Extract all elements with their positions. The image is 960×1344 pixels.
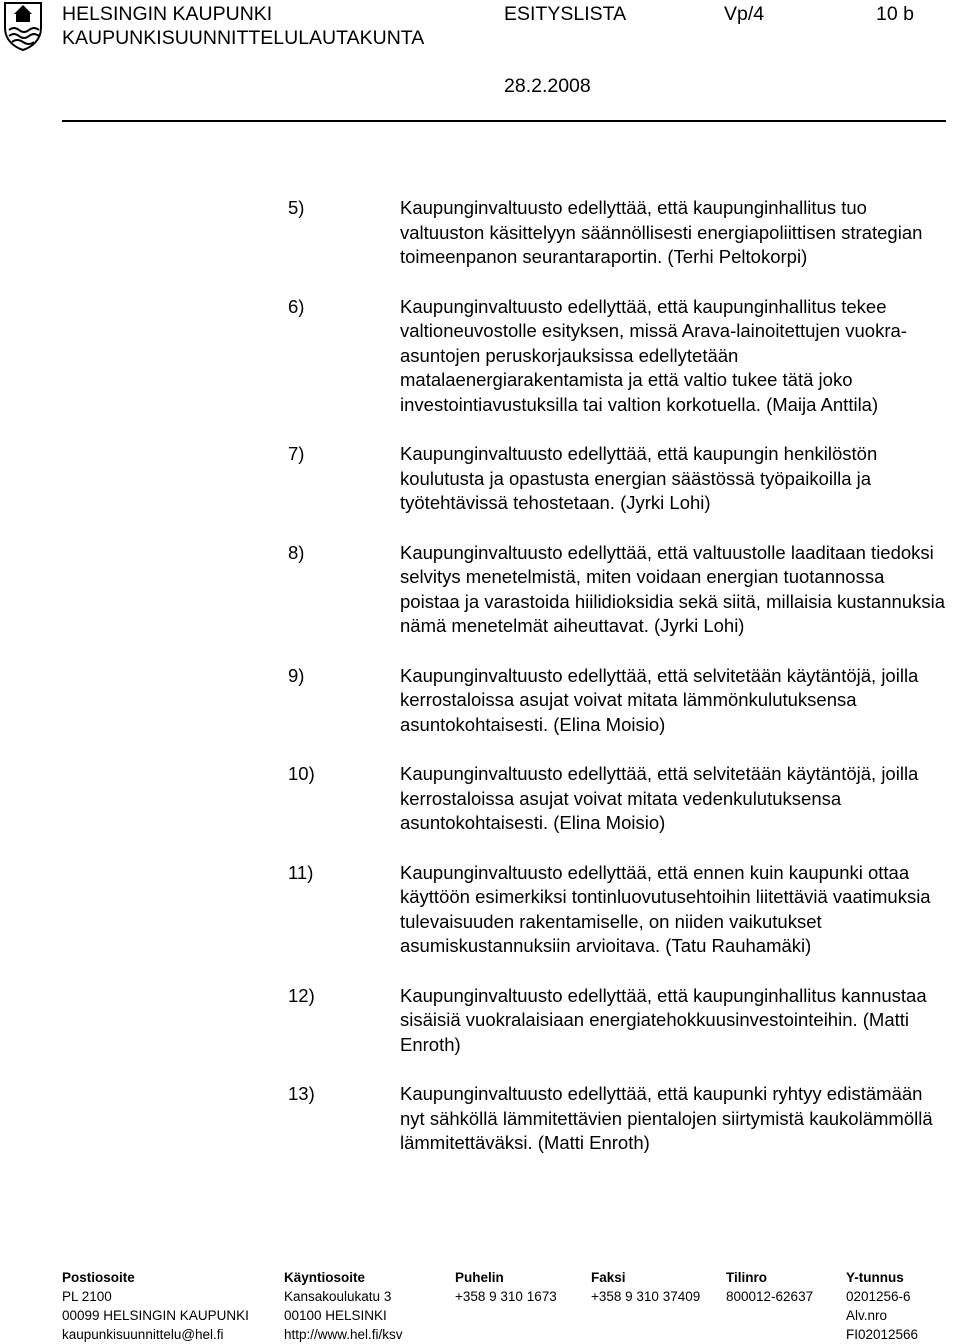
- list-item: [288, 295, 948, 418]
- footer-heading: Käyntiosoite: [284, 1270, 366, 1285]
- motion-list: [288, 196, 948, 1181]
- footer-visiting-address: [284, 1268, 403, 1344]
- item-number: 8): [288, 541, 305, 563]
- footer-line: 00099 HELSINGIN KAUPUNKI: [62, 1308, 249, 1323]
- footer-line: 00100 HELSINKI: [284, 1308, 387, 1323]
- list-item: [288, 762, 948, 836]
- item-number: 13): [288, 1083, 315, 1104]
- list-item: [288, 664, 948, 738]
- document-type: ESITYSLISTA: [504, 3, 627, 25]
- item-number: 11): [288, 861, 314, 883]
- footer-phone: [455, 1268, 557, 1306]
- footer-business-id: [846, 1268, 918, 1344]
- footer-line: 800012-62637: [726, 1289, 814, 1304]
- list-item: [288, 861, 948, 959]
- email-link[interactable]: kaupunkisuunnittelu@hel.fi: [62, 1327, 224, 1342]
- helsinki-crest-icon: [2, 0, 44, 52]
- item-text: Kaupunginvaltuusto edellyttää, että kaupunginhallitus tekee valtioneuvostolle esityksen, missä Arava-lainoitettujen vuokra-asuntojen peruskorjauksissa edellytetään matalaenergiarakentamista ja että valtio tukee tätä joko investointiavustuksilla tai valtion korkotuella. (Maija Anttila): [400, 295, 907, 415]
- item-number: 5): [288, 197, 305, 218]
- board-name: KAUPUNKISUUNNITTELULAUTAKUNTA: [62, 27, 425, 49]
- item-text: Kaupunginvaltuusto edellyttää, että valtuustolle laaditaan tiedoksi selvitys menetelmistä, miten voidaan energian tuotannossa poistaa ja varastoida hiilidioksidia sekä siitä, millaisia kustannuksia nämä menetelmät aiheuttavat. (Jyrki Lohi): [400, 541, 945, 636]
- item-number: 6): [288, 295, 305, 317]
- footer-postal-address: [62, 1268, 249, 1344]
- page-reference: Vp/4: [724, 3, 765, 25]
- footer-line: PL 2100: [62, 1289, 112, 1304]
- footer-line: +358 9 310 37409: [591, 1289, 701, 1304]
- list-item: [288, 1082, 948, 1156]
- footer-heading: Tilinro: [726, 1270, 768, 1285]
- item-text: Kaupunginvaltuusto edellyttää, että kaupungin henkilöstön koulutusta ja opastusta energian säästössä työpaikoilla ja työtehtävissä tehostetaan. (Jyrki Lohi): [400, 443, 878, 513]
- footer-heading: Y-tunnus: [846, 1270, 904, 1285]
- item-number: 10 b: [876, 3, 914, 25]
- item-text: Kaupunginvaltuusto edellyttää, että kaupunginhallitus tuo valtuuston käsittelyyn säännöllisesti energiapoliittisen strategian toimeenpanon seurantaraportin. (Terhi Peltokorpi): [400, 197, 923, 267]
- footer-line: Alv.nro: [846, 1308, 888, 1323]
- header-divider: [62, 120, 946, 122]
- list-item: [288, 984, 948, 1058]
- footer-account: [726, 1268, 813, 1306]
- footer-line: FI02012566: [846, 1327, 919, 1342]
- list-item: [288, 196, 948, 270]
- list-item: [288, 541, 948, 639]
- item-text: Kaupunginvaltuusto edellyttää, että ennen kuin kaupunki ottaa käyttöön esimerkiksi tontinluovutusehtoihin liitettäviä vaatimuksia tulevaisuuden rakentamiselle, on niiden vaikutukset asumiskustannuksiin arvioitava. (Tatu Rauhamäki): [400, 861, 931, 956]
- footer-line: 0201256-6: [846, 1289, 911, 1304]
- website-link[interactable]: http://www.hel.fi/ksv: [284, 1327, 403, 1342]
- footer-heading: Puhelin: [455, 1270, 504, 1285]
- item-number: 9): [288, 664, 305, 686]
- item-number: 7): [288, 443, 305, 464]
- list-item: [288, 442, 948, 516]
- footer-fax: [591, 1268, 700, 1306]
- footer-line: Kansakoulukatu 3: [284, 1289, 392, 1304]
- footer-heading: Postiosoite: [62, 1270, 135, 1285]
- footer-line: +358 9 310 1673: [455, 1289, 557, 1304]
- item-text: Kaupunginvaltuusto edellyttää, että kaupunki ryhtyy edistämään nyt sähköllä lämmitettävien pientalojen siirtymistä kaukolämmöllä lämmitettäväksi. (Matti Enroth): [400, 1083, 933, 1153]
- meeting-date: 28.2.2008: [504, 75, 591, 97]
- footer-heading: Faksi: [591, 1270, 626, 1285]
- item-text: Kaupunginvaltuusto edellyttää, että selvitetään käytäntöjä, joilla kerrostaloissa asujat voivat mitata lämmönkulutuksensa asuntokohtaisesti. (Elina Moisio): [400, 664, 919, 735]
- item-text: Kaupunginvaltuusto edellyttää, että selvitetään käytäntöjä, joilla kerrostaloissa asujat voivat mitata vedenkulutuksensa asuntokohtaisesti. (Elina Moisio): [400, 763, 919, 833]
- organization-name: HELSINGIN KAUPUNKI: [62, 3, 273, 25]
- item-text: Kaupunginvaltuusto edellyttää, että kaupunginhallitus kannustaa sisäisiä vuokralaisiaan energiatehokkuusinvestointeihin. (Matti Enroth): [400, 984, 927, 1055]
- item-number: 12): [288, 984, 315, 1006]
- item-number: 10): [288, 763, 315, 784]
